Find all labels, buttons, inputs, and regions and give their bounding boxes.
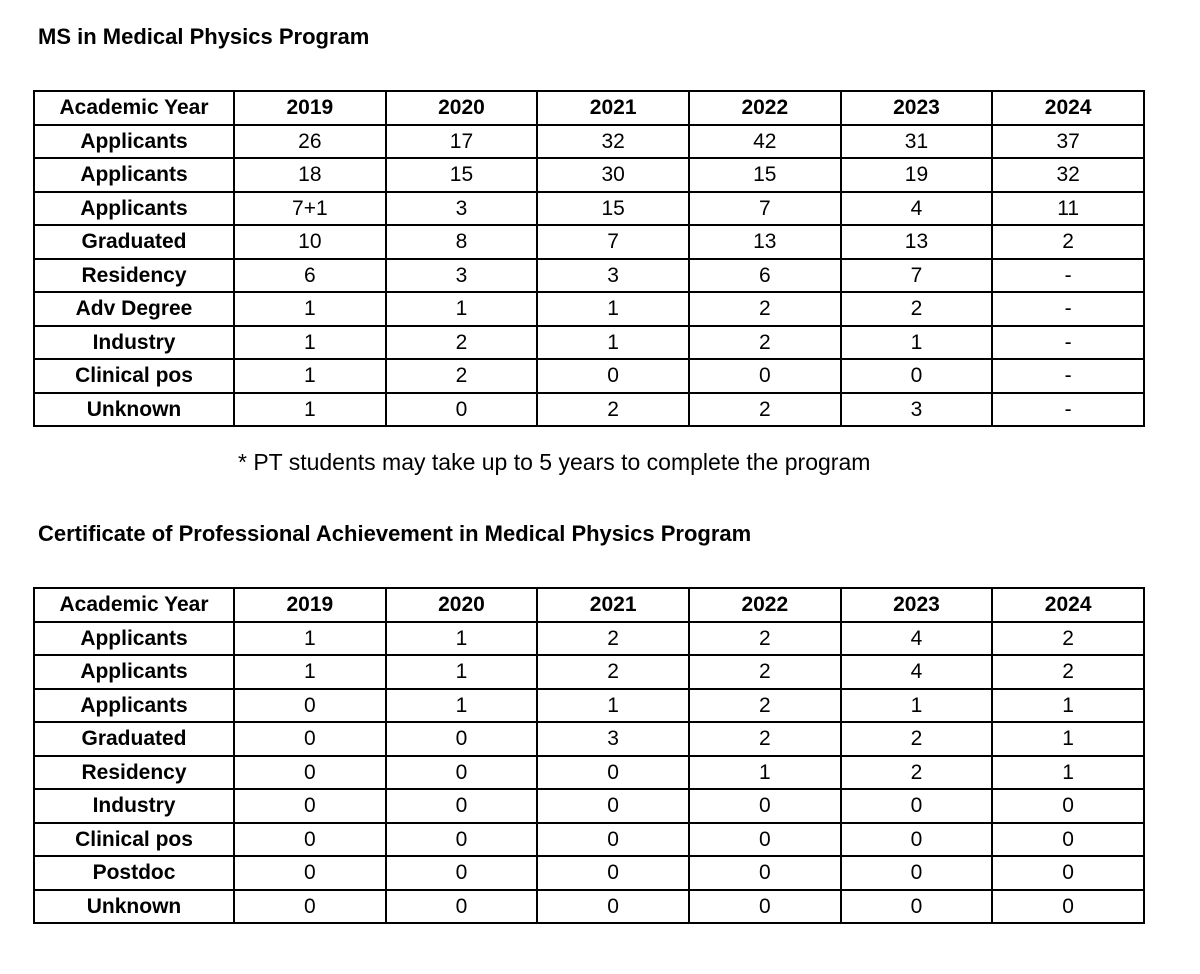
column-header-year: 2024 bbox=[992, 588, 1144, 622]
table-cell: 0 bbox=[234, 689, 386, 723]
row-label: Industry bbox=[34, 326, 234, 360]
table-cell: 0 bbox=[537, 856, 689, 890]
row-label: Unknown bbox=[34, 393, 234, 427]
table-header-row bbox=[34, 588, 1144, 622]
table-cell: 37 bbox=[992, 125, 1144, 159]
table-cell: 1 bbox=[234, 292, 386, 326]
ms-program-title: MS in Medical Physics Program bbox=[38, 24, 370, 49]
column-header-year: 2021 bbox=[537, 588, 689, 622]
table-cell: 0 bbox=[689, 856, 841, 890]
row-label: Residency bbox=[34, 259, 234, 293]
table-cell: 0 bbox=[234, 890, 386, 924]
table-cell: 1 bbox=[537, 326, 689, 360]
table-cell: - bbox=[992, 359, 1144, 393]
column-header-year: 2021 bbox=[537, 91, 689, 125]
table-cell: 15 bbox=[689, 158, 841, 192]
table-cell: 2 bbox=[689, 292, 841, 326]
table-cell: 1 bbox=[689, 756, 841, 790]
table-cell: 0 bbox=[234, 823, 386, 857]
table-cell: 1 bbox=[841, 689, 993, 723]
table-cell: 0 bbox=[841, 789, 993, 823]
table-cell: 1 bbox=[234, 655, 386, 689]
column-header-year: 2023 bbox=[841, 588, 993, 622]
table-cell: 1 bbox=[386, 689, 538, 723]
table-cell: 0 bbox=[386, 393, 538, 427]
table-cell: 0 bbox=[841, 359, 993, 393]
table-cell: 2 bbox=[841, 756, 993, 790]
table-cell: 4 bbox=[841, 622, 993, 656]
table-cell: 2 bbox=[689, 326, 841, 360]
certificate-program-table bbox=[33, 587, 1145, 924]
column-header-academic-year: Academic Year bbox=[34, 91, 234, 125]
table-cell: 1 bbox=[992, 756, 1144, 790]
table-row bbox=[34, 823, 1144, 857]
table-cell: 4 bbox=[841, 192, 993, 226]
column-header-year: 2019 bbox=[234, 588, 386, 622]
table-cell: 1 bbox=[234, 326, 386, 360]
table-cell: 17 bbox=[386, 125, 538, 159]
table-cell: 0 bbox=[386, 789, 538, 823]
table-cell: 3 bbox=[841, 393, 993, 427]
table-cell: 0 bbox=[841, 856, 993, 890]
table-cell: 42 bbox=[689, 125, 841, 159]
table-row bbox=[34, 890, 1144, 924]
row-label: Applicants bbox=[34, 689, 234, 723]
table-cell: 2 bbox=[992, 622, 1144, 656]
table-cell: 6 bbox=[234, 259, 386, 293]
table-header-row bbox=[34, 91, 1144, 125]
table-cell: 32 bbox=[992, 158, 1144, 192]
table-cell: 2 bbox=[689, 393, 841, 427]
table-cell: 2 bbox=[689, 722, 841, 756]
table-cell: 0 bbox=[386, 823, 538, 857]
table-row bbox=[34, 125, 1144, 159]
table-cell: 3 bbox=[537, 259, 689, 293]
table-row bbox=[34, 622, 1144, 656]
row-label: Residency bbox=[34, 756, 234, 790]
part-time-footnote: * PT students may take up to 5 years to complete the program bbox=[238, 449, 871, 475]
table-cell: 0 bbox=[537, 359, 689, 393]
table-cell: 0 bbox=[537, 890, 689, 924]
table-cell: 0 bbox=[386, 856, 538, 890]
table-cell: 0 bbox=[689, 359, 841, 393]
column-header-year: 2023 bbox=[841, 91, 993, 125]
table-cell: 1 bbox=[537, 292, 689, 326]
table-cell: 2 bbox=[537, 622, 689, 656]
table-cell: 0 bbox=[689, 789, 841, 823]
table-cell: 0 bbox=[992, 890, 1144, 924]
table-cell: 2 bbox=[537, 655, 689, 689]
table-cell: - bbox=[992, 326, 1144, 360]
table-cell: 32 bbox=[537, 125, 689, 159]
table-cell: 0 bbox=[689, 823, 841, 857]
table-cell: 0 bbox=[537, 789, 689, 823]
table-cell: 0 bbox=[386, 890, 538, 924]
row-label: Applicants bbox=[34, 125, 234, 159]
table-cell: 1 bbox=[992, 689, 1144, 723]
row-label: Industry bbox=[34, 789, 234, 823]
table-cell: - bbox=[992, 393, 1144, 427]
table-cell: 1 bbox=[234, 393, 386, 427]
ms-program-table bbox=[33, 90, 1145, 427]
table-row bbox=[34, 259, 1144, 293]
table-cell: 4 bbox=[841, 655, 993, 689]
column-header-year: 2022 bbox=[689, 91, 841, 125]
table-cell: 2 bbox=[689, 689, 841, 723]
table-cell: 10 bbox=[234, 225, 386, 259]
table-cell: 1 bbox=[386, 655, 538, 689]
row-label: Applicants bbox=[34, 158, 234, 192]
table-cell: 0 bbox=[537, 756, 689, 790]
table-cell: 13 bbox=[841, 225, 993, 259]
table-row bbox=[34, 756, 1144, 790]
table-row bbox=[34, 158, 1144, 192]
table-cell: 2 bbox=[386, 326, 538, 360]
table-cell: 6 bbox=[689, 259, 841, 293]
table-row bbox=[34, 359, 1144, 393]
table-cell: 0 bbox=[992, 856, 1144, 890]
table-cell: 1 bbox=[386, 622, 538, 656]
table-cell: 7 bbox=[841, 259, 993, 293]
table-cell: 1 bbox=[386, 292, 538, 326]
row-label: Unknown bbox=[34, 890, 234, 924]
table-cell: 0 bbox=[992, 789, 1144, 823]
table-cell: 0 bbox=[386, 756, 538, 790]
table-cell: 13 bbox=[689, 225, 841, 259]
table-cell: 31 bbox=[841, 125, 993, 159]
row-label: Adv Degree bbox=[34, 292, 234, 326]
table-cell: 0 bbox=[992, 823, 1144, 857]
table-cell: 0 bbox=[689, 890, 841, 924]
table-row bbox=[34, 689, 1144, 723]
column-header-year: 2022 bbox=[689, 588, 841, 622]
table-cell: 1 bbox=[992, 722, 1144, 756]
row-label: Clinical pos bbox=[34, 823, 234, 857]
table-cell: 1 bbox=[841, 326, 993, 360]
table-cell: 0 bbox=[537, 823, 689, 857]
table-cell: 18 bbox=[234, 158, 386, 192]
row-label: Applicants bbox=[34, 655, 234, 689]
table-cell: 0 bbox=[234, 756, 386, 790]
table-cell: 3 bbox=[537, 722, 689, 756]
row-label: Postdoc bbox=[34, 856, 234, 890]
certificate-program-title: Certificate of Professional Achievement in Medical Physics Program bbox=[38, 521, 752, 546]
table-row bbox=[34, 192, 1144, 226]
table-cell: 7 bbox=[689, 192, 841, 226]
table-row bbox=[34, 393, 1144, 427]
table-cell: 2 bbox=[841, 292, 993, 326]
table-cell: 3 bbox=[386, 192, 538, 226]
table-cell: 0 bbox=[841, 890, 993, 924]
table-cell: 2 bbox=[386, 359, 538, 393]
table-cell: 1 bbox=[537, 689, 689, 723]
table-cell: 15 bbox=[537, 192, 689, 226]
table-cell: - bbox=[992, 292, 1144, 326]
table-row bbox=[34, 225, 1144, 259]
table-cell: 3 bbox=[386, 259, 538, 293]
column-header-year: 2020 bbox=[386, 588, 538, 622]
row-label: Applicants bbox=[34, 192, 234, 226]
table-row bbox=[34, 856, 1144, 890]
table-row bbox=[34, 326, 1144, 360]
table-row bbox=[34, 655, 1144, 689]
table-cell: 2 bbox=[689, 622, 841, 656]
table-row bbox=[34, 292, 1144, 326]
table-cell: 1 bbox=[234, 622, 386, 656]
table-cell: 2 bbox=[689, 655, 841, 689]
table-cell: 1 bbox=[234, 359, 386, 393]
table-cell: 19 bbox=[841, 158, 993, 192]
row-label: Applicants bbox=[34, 622, 234, 656]
table-cell: 0 bbox=[386, 722, 538, 756]
row-label: Graduated bbox=[34, 722, 234, 756]
column-header-year: 2019 bbox=[234, 91, 386, 125]
table-cell: 0 bbox=[841, 823, 993, 857]
table-cell: - bbox=[992, 259, 1144, 293]
table-cell: 7+1 bbox=[234, 192, 386, 226]
table-cell: 0 bbox=[234, 789, 386, 823]
column-header-academic-year: Academic Year bbox=[34, 588, 234, 622]
column-header-year: 2024 bbox=[992, 91, 1144, 125]
row-label: Clinical pos bbox=[34, 359, 234, 393]
table-cell: 26 bbox=[234, 125, 386, 159]
table-cell: 7 bbox=[537, 225, 689, 259]
table-cell: 15 bbox=[386, 158, 538, 192]
table-cell: 0 bbox=[234, 856, 386, 890]
table-cell: 2 bbox=[992, 225, 1144, 259]
row-label: Graduated bbox=[34, 225, 234, 259]
table-cell: 2 bbox=[841, 722, 993, 756]
table-row bbox=[34, 722, 1144, 756]
table-cell: 2 bbox=[992, 655, 1144, 689]
table-cell: 2 bbox=[537, 393, 689, 427]
table-row bbox=[34, 789, 1144, 823]
column-header-year: 2020 bbox=[386, 91, 538, 125]
table-cell: 8 bbox=[386, 225, 538, 259]
table-cell: 11 bbox=[992, 192, 1144, 226]
table-cell: 30 bbox=[537, 158, 689, 192]
table-cell: 0 bbox=[234, 722, 386, 756]
